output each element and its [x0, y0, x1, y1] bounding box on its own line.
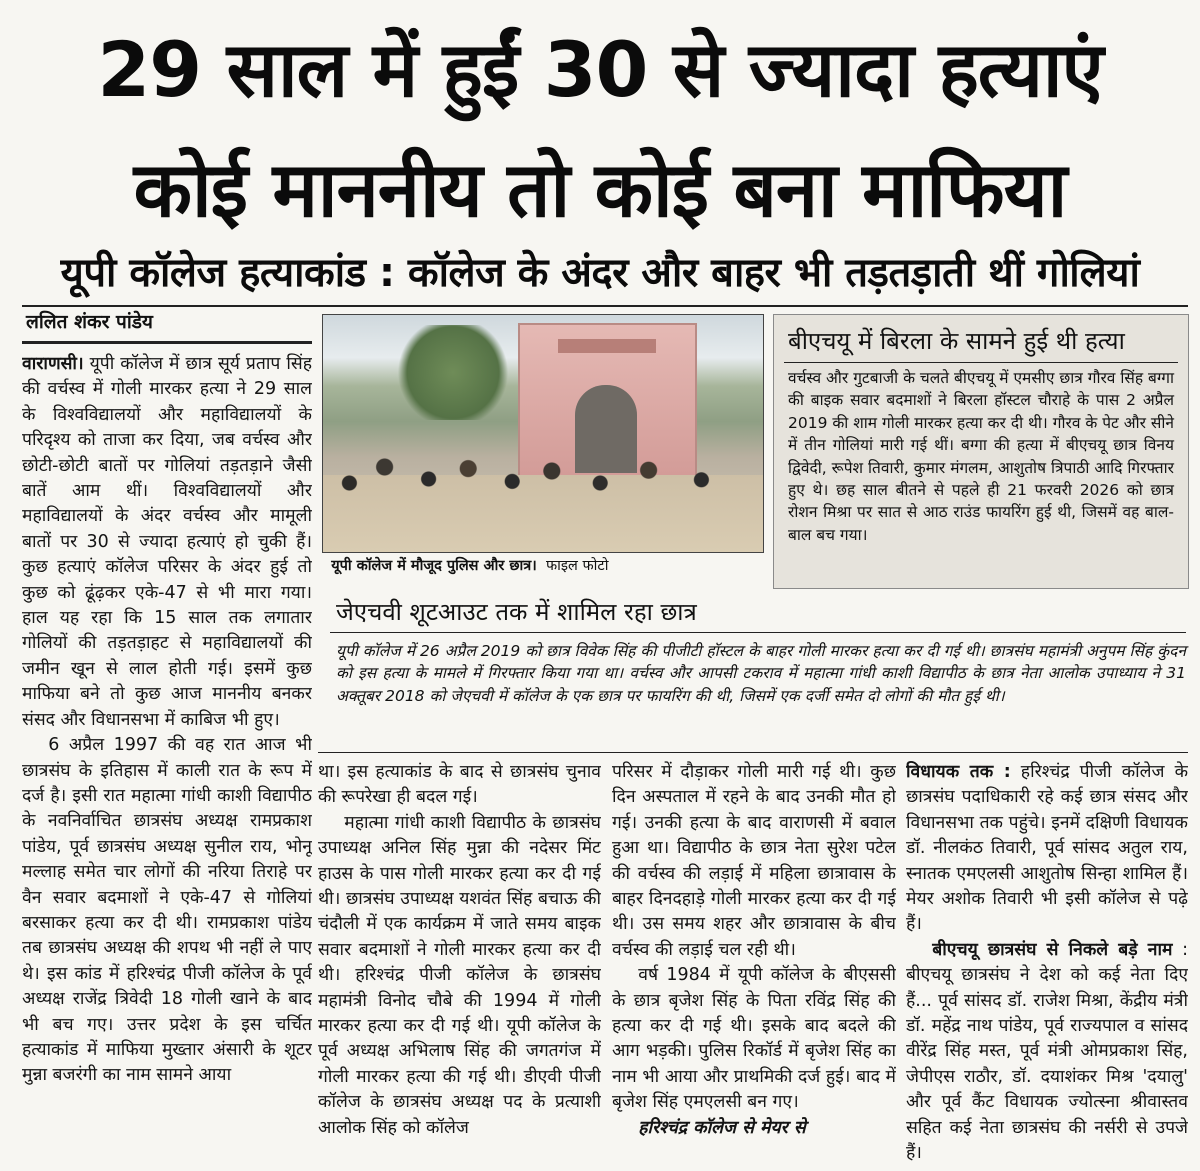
- news-photo: [322, 314, 764, 553]
- headline-line-1: 29 साल में हुईं 30 से ज्यादा हत्याएं: [97, 25, 1103, 114]
- bhu-box-body: वर्चस्व और गुटबाजी के चलते बीएचयू में एमसीए छात्र गौरव सिंह बग्गा की बाइक सवार बदमाशों ने बिरला हॉस्टल चौराहे के पास 2 अप्रैल 2019 की शाम गोली मारकर हत्या कर दी थी। गौरव के पेट और सीने में तीन गोलियां मारी गई थीं। बग्गा की हत्या में बीएचयू छात्र विनय द्विवेदी, रूपेश तिवारी, कुमार मंगलम, आशुतोष त्रिपाठी आदि गिरफ्तार हुए थे। छह साल बीतने से पहले ही 21 फरवरी 2026 को छात्र रोशन मिश्रा पर सात से आठ राउंड फायरिंग हुई थी, जिसमें वह बाल-बाल बच गया।: [788, 369, 1174, 544]
- photo-caption-main: यूपी कॉलेज में मौजूद पुलिस और छात्र।: [331, 558, 537, 574]
- article-column-3: [612, 760, 896, 1167]
- col3-para-2: वर्ष 1984 में यूपी कॉलेज के बीएससी के छात्र बृजेश सिंह के पिता रविंद्र सिंह की हत्या कर दी गई थी। इसके बाद बदले की आग भड़की। पुलिस रिकॉर्ड में बृजेश सिंह का नाम भी आया और प्राथमिकी दर्ज हुई। बाद में बृजेश सिंह एमएलसी बन गए।: [612, 965, 896, 1113]
- col1-para-1: यूपी कॉलेज में छात्र सूर्य प्रताप सिंह की वर्चस्व में गोली मारकर हत्या ने 29 साल के विश्वविद्यालयों और महाविद्यालयों के परिदृश्य को ताजा कर दिया, जब वर्चस्व और छोटी-छोटी बातों पर गोलियां तड़तड़ाने जैसी बातें आम थीं। विश्वविद्यालयों और महाविद्यालयों के अंदर वर्चस्व और मामूली बातों पर 30 से ज्यादा हत्याएं हो चुकी हैं। कुछ हत्याएं कॉलेज परिसर के अंदर हुई तो कुछ को ढूंढ़कर एके-47 से भी मारा गया। हाल यह रहा कि 15 साल तक लगातार गोलियों की तड़तड़ाहट से महाविद्यालयों की जमीन खून से लाल होती गई। इसमें कुछ माफिया बने तो कुछ आज माननीय बनकर संसद और विधानसभा में काबिज भी हुए।: [22, 354, 312, 730]
- photo-gate-sign: [558, 339, 656, 353]
- top-divider: [22, 305, 1188, 307]
- bhu-sidebar-box: [773, 314, 1189, 589]
- bhu-box-title: बीएचयू में बिरला के सामने हुई थी हत्या: [788, 327, 1125, 355]
- photo-tree: [393, 325, 513, 420]
- jhv-sidebar-title: जेएचवी शूटआउट तक में शामिल रहा छात्र: [336, 598, 697, 626]
- col4-lead: विधायक तक :: [906, 762, 1011, 782]
- col1-para-2: 6 अप्रैल 1997 की वह रात आज भी छात्रसंघ के इतिहास में काली रात के रूप में दर्ज है। इसी रात महात्मा गांधी काशी विद्यापीठ के नवनिर्वाचित छात्रसंघ अध्यक्ष रामप्रकाश पांडेय, पूर्व छात्रसंघ अध्यक्ष सुनील राय, भोनू मल्लाह समेत चार लोगों की नरिया तिराहे पर वैन सवार बदमाशों ने एके-47 से गोलियां बरसाकर हत्या कर दी थी। रामप्रकाश पांडेय तब छात्रसंघ अध्यक्ष की शपथ भी नहीं ले पाए थे। इस कांड में हरिश्चंद्र पीजी कॉलेज के पूर्व अध्यक्ष राजेंद्र त्रिवेदी 18 गोली खाने के बाद भी बच गए। उत्तर प्रदेश के इस चर्चित हत्याकांड में माफिया मुख्तार अंसारी के शूटर मुन्ना बजरंगी का नाम सामने आया: [22, 735, 312, 1086]
- jhv-sidebar-body: यूपी कॉलेज में 26 अप्रैल 2019 को छात्र विवेक सिंह की पीजीटी हॉस्टल के बाहर गोली मारकर हत्या कर दी गई थी। छात्रसंघ महामंत्री अनुपम सिंह कुंदन को इस हत्या के मामले में गिरफ्तार किया गया था। वर्चस्व और आपसी टकराव में महात्मा गांधी काशी विद्यापीठ के छात्र नेता आलोक उपाध्याय ने 31 अक्तूबर 2018 को जेएचवी में कॉलेज के एक छात्र पर फायरिंग की थी, जिसमें एक दर्जी समेत दो लोगों की मौत हुई थी।: [336, 642, 1186, 705]
- col4-subhead: बीएचयू छात्रसंघ से निकले बड़े नाम: [932, 939, 1173, 960]
- byline: ललित शंकर पांडेय: [26, 311, 153, 333]
- subheadline: यूपी कॉलेज हत्याकांड : कॉलेज के अंदर और बाहर भी तड़तड़ाती थीं गोलियां: [60, 250, 1140, 296]
- article-column-1: [22, 352, 312, 1167]
- col2-para-1: था। इस हत्याकांड के बाद से छात्रसंघ चुनाव की रूपरेखा ही बदल गई।: [318, 762, 601, 808]
- col4-para-2: : बीएचयू छात्रसंघ ने देश को कई नेता दिए हैं... पूर्व सांसद डॉ. राजेश मिश्रा, केंद्रीय मंत्री डॉ. महेंद्र नाथ पांडेय, पूर्व राज्यपाल व सांसद वीरेंद्र सिंह मस्त, पूर्व मंत्री ओमप्रकाश सिंह, जेपीएस राठौर, डॉ. दयाशंकर मिश्र 'दयालु' और पूर्व कैंट विधायक ज्योत्स्ना श्रीवास्तव सहित कई नेता छात्रसंघ की नर्सरी से उपजे हैं।: [906, 939, 1188, 1164]
- photo-caption-credit: फाइल फोटो: [545, 558, 609, 574]
- article-column-4: [906, 760, 1188, 1167]
- col4-para-1: हरिश्चंद्र पीजी कॉलेज के छात्रसंघ पदाधिकारी रहे कई छात्र संसद और विधानसभा तक पहुंचे। इनमें दक्षिणी विधायक डॉ. नीलकंठ तिवारी, पूर्व सांसद अतुल राय, स्नातक एमएलसी आशुतोष सिन्हा शामिल हैं। मेयर अशोक तिवारी भी इसी कॉलेज से पढ़े हैं।: [906, 762, 1188, 935]
- dateline: वाराणसी।: [22, 354, 84, 374]
- article-column-2: [318, 760, 601, 1167]
- col2-para-2: महात्मा गांधी काशी विद्यापीठ के छात्रसंघ उपाध्यक्ष अनिल सिंह मुन्ना की नदेसर मिंट हाउस के पास गोली मारकर हत्या कर दी गई थी। छात्रसंघ उपाध्यक्ष यशवंत सिंह बचाऊ की चंदौली में एक कार्यक्रम में जाते समय बाइक सवार बदमाशों ने गोली मारकर हत्या कर दी थी। हरिश्चंद्र पीजी कॉलेज के छात्रसंघ महामंत्री विनोद चौबे की 1994 में गोली मारकर हत्या कर दी गई थी। यूपी कॉलेज के पूर्व अध्यक्ष अभिलाष सिंह की जगतगंज में गोली मारकर हत्या की गई थी। डीएवी पीजी कॉलेज के छात्रसंघ अध्यक्ष पद के प्रत्याशी आलोक सिंह को कॉलेज: [318, 812, 601, 1138]
- col3-para-1: परिसर में दौड़ाकर गोली मारी गई थी। कुछ दिन अस्पताल में रहने के बाद उनकी मौत हो गई। उनकी हत्या के बाद वाराणसी में बवाल हुआ था। विद्यापीठ के छात्र नेता सुरेश पटेल की वर्चस्व की लड़ाई में महिला छात्रावास के बाहर दिनदहाड़े गोली मारकर हत्या कर दी गई थी। उस समय शहर और छात्रावास के बीच वर्चस्व की लड़ाई चल रही थी।: [612, 762, 896, 960]
- headline-line-2: कोई माननीय तो कोई बना माफिया: [133, 145, 1067, 234]
- byline-underline: [22, 341, 312, 344]
- jhv-title-rule: [330, 632, 1186, 633]
- photo-caption: [322, 552, 762, 580]
- col3-subhead: हरिश्चंद्र कॉलेज से मेयर से: [638, 1117, 806, 1138]
- photo-police-and-students: [323, 435, 763, 515]
- lower-divider: [318, 752, 1188, 753]
- bhu-box-title-rule: [784, 362, 1178, 363]
